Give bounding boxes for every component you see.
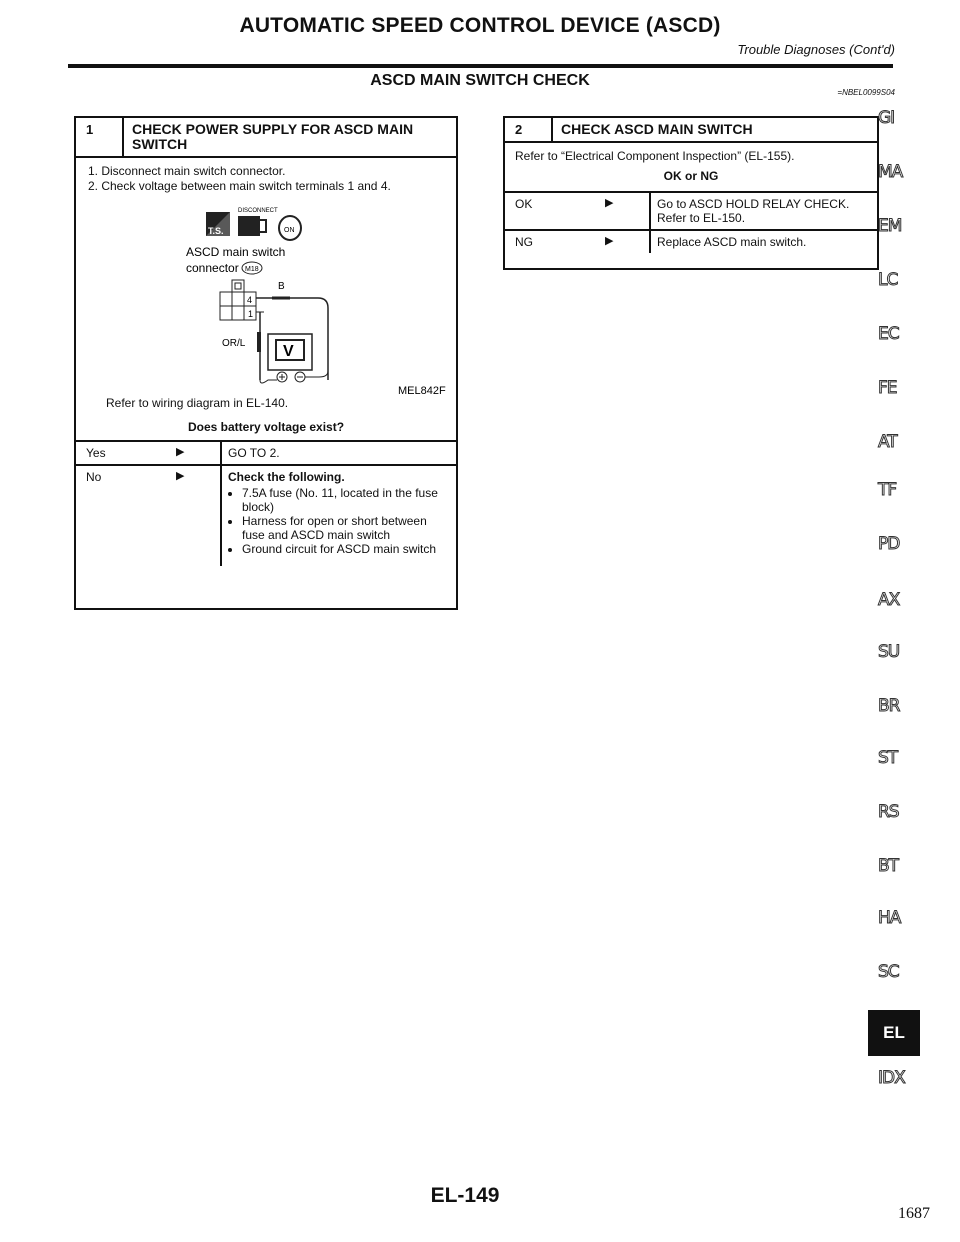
instruction-1: 1. Disconnect main switch connector. bbox=[88, 164, 286, 178]
connector-label: connector bbox=[186, 261, 239, 275]
step2-box bbox=[503, 116, 879, 270]
terminal-4-label: 4 bbox=[247, 295, 253, 305]
tab-sc[interactable]: SC bbox=[878, 962, 899, 982]
tab-em[interactable]: EM bbox=[878, 216, 902, 236]
tab-st[interactable]: ST bbox=[878, 748, 898, 768]
no-answer: No bbox=[86, 470, 102, 484]
ts-label: T.S. bbox=[208, 226, 224, 236]
tab-el-active[interactable]: EL bbox=[868, 1010, 920, 1056]
ok-action-line1: Go to ASCD HOLD RELAY CHECK. bbox=[657, 197, 850, 211]
section-title: ASCD MAIN SWITCH CHECK bbox=[370, 72, 590, 89]
page-number: EL-149 bbox=[430, 1184, 500, 1207]
disconnect-label: DISCONNECT bbox=[238, 208, 278, 214]
connector-figure bbox=[76, 194, 456, 394]
svg-text:M18: M18 bbox=[245, 266, 259, 273]
step1-yes-row bbox=[76, 440, 456, 464]
connector-name: ASCD main switch bbox=[186, 245, 286, 259]
tab-lc[interactable]: LC bbox=[878, 270, 898, 290]
tab-br[interactable]: BR bbox=[878, 696, 900, 716]
ng-answer: NG bbox=[515, 235, 533, 249]
yes-action: GO TO 2. bbox=[220, 442, 456, 464]
document-subtitle: Trouble Diagnoses (Cont'd) bbox=[737, 42, 895, 57]
tab-idx[interactable]: IDX bbox=[878, 1068, 905, 1088]
tab-bt[interactable]: BT bbox=[878, 856, 899, 876]
tab-su[interactable]: SU bbox=[878, 642, 900, 662]
document-title: AUTOMATIC SPEED CONTROL DEVICE (ASCD) bbox=[239, 14, 721, 37]
tab-fe[interactable]: FE bbox=[878, 378, 897, 398]
arrow-right-icon: ▶ bbox=[605, 235, 614, 247]
tab-gi[interactable]: GI bbox=[878, 108, 895, 128]
step1-no-row bbox=[76, 464, 456, 566]
step2-title: CHECK ASCD MAIN SWITCH bbox=[561, 121, 753, 137]
tab-tf[interactable]: TF bbox=[878, 480, 897, 500]
yes-answer: Yes bbox=[86, 446, 106, 460]
tab-at[interactable]: AT bbox=[878, 432, 897, 452]
step2-refer: Refer to “Electrical Component Inspection” (EL-155). bbox=[515, 149, 795, 163]
step2-ng-row bbox=[505, 229, 877, 253]
step1-question: Does battery voltage exist? bbox=[187, 420, 345, 434]
step1-box bbox=[74, 116, 458, 610]
voltmeter-label: V bbox=[283, 343, 294, 360]
tab-ha[interactable]: HA bbox=[878, 908, 901, 928]
step2-ok-row bbox=[505, 191, 877, 229]
tab-rs[interactable]: RS bbox=[878, 802, 899, 822]
connector-plug-icon bbox=[238, 216, 266, 236]
step2-header bbox=[505, 118, 877, 143]
tab-ax[interactable]: AX bbox=[878, 590, 900, 610]
check-item: • 7.5A fuse (No. 11, located in the fuse block) bbox=[242, 486, 450, 514]
ignition-disconnect-icon bbox=[206, 212, 230, 236]
check-item: • Harness for open or short between fuse and ASCD main switch bbox=[242, 514, 450, 542]
connector-id-badge bbox=[242, 262, 262, 274]
tab-ma[interactable]: MA bbox=[878, 162, 903, 182]
tab-pd[interactable]: PD bbox=[878, 534, 900, 554]
reference-code: =NBEL0099S04 bbox=[837, 88, 895, 97]
wire-b-label: B bbox=[278, 281, 285, 292]
step1-refer: Refer to wiring diagram in EL-140. bbox=[106, 396, 289, 410]
figure-code: MEL842F bbox=[398, 385, 446, 394]
arrow-right-icon: ▶ bbox=[605, 197, 614, 209]
header-rule bbox=[68, 64, 893, 68]
ignition-on-icon bbox=[279, 216, 301, 240]
ok-answer: OK bbox=[515, 197, 533, 211]
step1-number: 1 bbox=[76, 118, 124, 156]
step1-title: CHECK POWER SUPPLY FOR ASCD MAIN SWITCH bbox=[132, 121, 414, 152]
on-label: ON bbox=[284, 227, 295, 234]
tab-ec[interactable]: EC bbox=[878, 324, 899, 344]
wire-orl-label: OR/L bbox=[222, 338, 246, 349]
scan-page-number: 1687 bbox=[898, 1205, 930, 1222]
connector-diagram bbox=[220, 280, 328, 383]
instruction-2: 2. Check voltage between main switch terminals 1 and 4. bbox=[88, 179, 391, 193]
check-item: • Ground circuit for ASCD main switch bbox=[242, 542, 450, 556]
terminal-1-label: 1 bbox=[248, 309, 254, 319]
step1-header bbox=[76, 118, 456, 158]
no-action-heading: Check the following. bbox=[228, 470, 345, 484]
step2-question: OK or NG bbox=[663, 169, 719, 183]
ok-action-line2: Refer to EL-150. bbox=[657, 211, 746, 225]
step1-instructions bbox=[76, 158, 456, 194]
ng-action: Replace ASCD main switch. bbox=[649, 231, 877, 253]
arrow-right-icon: ▶ bbox=[176, 470, 185, 482]
arrow-right-icon: ▶ bbox=[176, 446, 185, 458]
step2-number: 2 bbox=[505, 118, 553, 141]
